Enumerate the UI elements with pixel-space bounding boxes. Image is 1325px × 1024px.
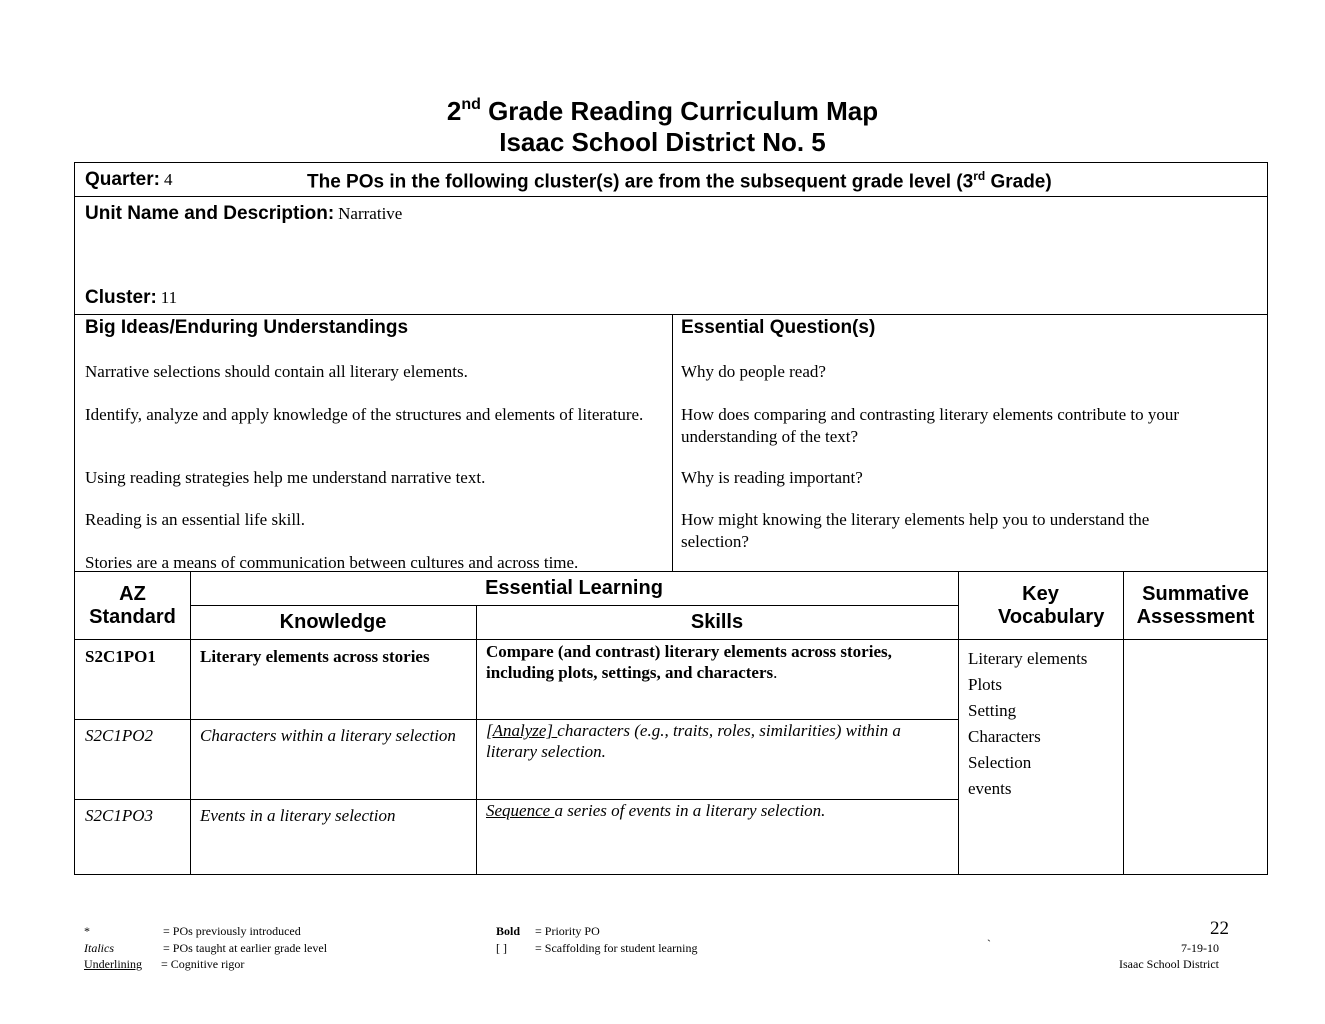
footer-date: 7-19-10 (1181, 941, 1219, 955)
col-divider (476, 605, 477, 875)
learning-table (74, 571, 1268, 875)
knowledge-cell: Characters within a literary selection (200, 726, 456, 745)
summative-assessment-header: Summative Assessment (1136, 583, 1255, 628)
vocabulary-item: Literary elements (968, 649, 1088, 668)
vocabulary-item: Plots (968, 675, 1003, 694)
section-divider (672, 315, 673, 572)
page-subtitle: Isaac School District No. 5 (499, 127, 826, 157)
unit-section (74, 196, 1268, 315)
skills-header: Skills (690, 611, 744, 633)
title-rest: Grade Reading Curriculum Map (480, 96, 879, 126)
vocabulary-item: Characters (968, 727, 1041, 746)
quarter-label: Quarter: (85, 169, 160, 190)
page-number: 22 (1210, 918, 1229, 939)
essential-question-item: How does comparing and contrasting literary elements contribute to your understanding of the text? (681, 405, 1180, 446)
quarter-field (85, 169, 172, 191)
quarter-value: 4 (163, 170, 173, 189)
page-title (0, 96, 1325, 126)
key-vocabulary-header: Key Vocabulary (998, 583, 1105, 628)
unit-value: Narrative (338, 204, 403, 223)
skills-text: Compare (and contrast) literary elements across stories, including plots, settings, and characters (486, 642, 892, 682)
unit-label: Unit Name and Description: (85, 203, 335, 224)
legend-desc: = POs taught at earlier grade level (163, 941, 328, 955)
standard-cell: S2C1PO1 (85, 647, 156, 666)
vocabulary-item: events (968, 779, 1012, 798)
big-ideas-column (85, 317, 665, 572)
knowledge-cell: Literary elements across stories (200, 647, 430, 666)
vocabulary-item: Selection (968, 753, 1032, 772)
legend-key: [ ] (496, 941, 507, 955)
big-idea-item: Identify, analyze and apply knowledge of the structures and elements of literature. (85, 405, 644, 424)
skills-text: a series of events in a literary selection. (554, 801, 826, 820)
note-suffix: Grade) (985, 171, 1052, 193)
title-sup: nd (461, 96, 481, 113)
cluster-grade-note (307, 169, 1052, 193)
vocabulary-item: Setting (968, 701, 1017, 720)
legend-desc: = Cognitive rigor (161, 957, 245, 971)
unit-field (85, 203, 402, 225)
title-prefix: 2 (446, 96, 462, 126)
essential-question-item: Why do people read? (681, 362, 826, 381)
skills-tail: . (773, 663, 778, 682)
big-idea-item: Narrative selections should contain all literary elements. (85, 362, 468, 381)
standard-cell: S2C1PO2 (85, 726, 153, 745)
vocabulary-list (968, 646, 1118, 802)
note-prefix: The POs in the following cluster(s) are from the subsequent grade level (3 (307, 171, 974, 193)
essential-question-item: How might knowing the literary elements help you to understand the selection? (681, 510, 1150, 551)
big-idea-item: Using reading strategies help me understand narrative text. (85, 468, 486, 487)
standard-cell: S2C1PO3 (85, 806, 153, 825)
legend-key: Underlining (84, 957, 142, 971)
legend-desc: = Scaffolding for student learning (535, 941, 698, 955)
essential-question-item: Why is reading important? (681, 468, 863, 487)
legend-key: Italics (84, 941, 114, 955)
legend-desc: = Priority PO (535, 924, 600, 938)
footer-district: Isaac School District (1119, 957, 1219, 971)
footer-tick: ` (987, 937, 991, 951)
skills-cell (486, 720, 951, 762)
legend-desc: = POs previously introduced (163, 924, 301, 938)
knowledge-cell: Events in a literary selection (200, 806, 396, 825)
ideas-questions-section (74, 314, 1268, 572)
note-sup: rd (973, 169, 986, 183)
essential-questions-heading: Essential Question(s) (681, 317, 876, 338)
legend-key: * (84, 924, 90, 938)
row-divider (75, 639, 1268, 640)
legend-key: Bold (496, 924, 521, 938)
big-idea-item: Reading is an essential life skill. (85, 510, 306, 529)
row-divider (190, 605, 958, 606)
knowledge-header: Knowledge (279, 611, 387, 633)
quarter-row (74, 162, 1268, 197)
skills-text: characters (e.g., traits, roles, similarities) within a literary selection. (486, 721, 901, 761)
essential-questions-column (681, 317, 1251, 551)
cluster-value: 11 (160, 288, 178, 307)
az-standard-header: AZ Standard (89, 583, 176, 628)
skills-lead: Sequence (486, 801, 555, 820)
cluster-label: Cluster: (85, 287, 157, 308)
skills-cell (486, 800, 951, 821)
big-ideas-heading: Big Ideas/Enduring Understandings (85, 317, 409, 338)
skills-cell (486, 641, 951, 683)
cluster-field (85, 287, 177, 309)
essential-learning-header: Essential Learning (485, 577, 663, 599)
big-idea-item: Stories are a means of communication between cultures and across time. (85, 553, 579, 572)
skills-lead: [Analyze] (486, 721, 558, 740)
